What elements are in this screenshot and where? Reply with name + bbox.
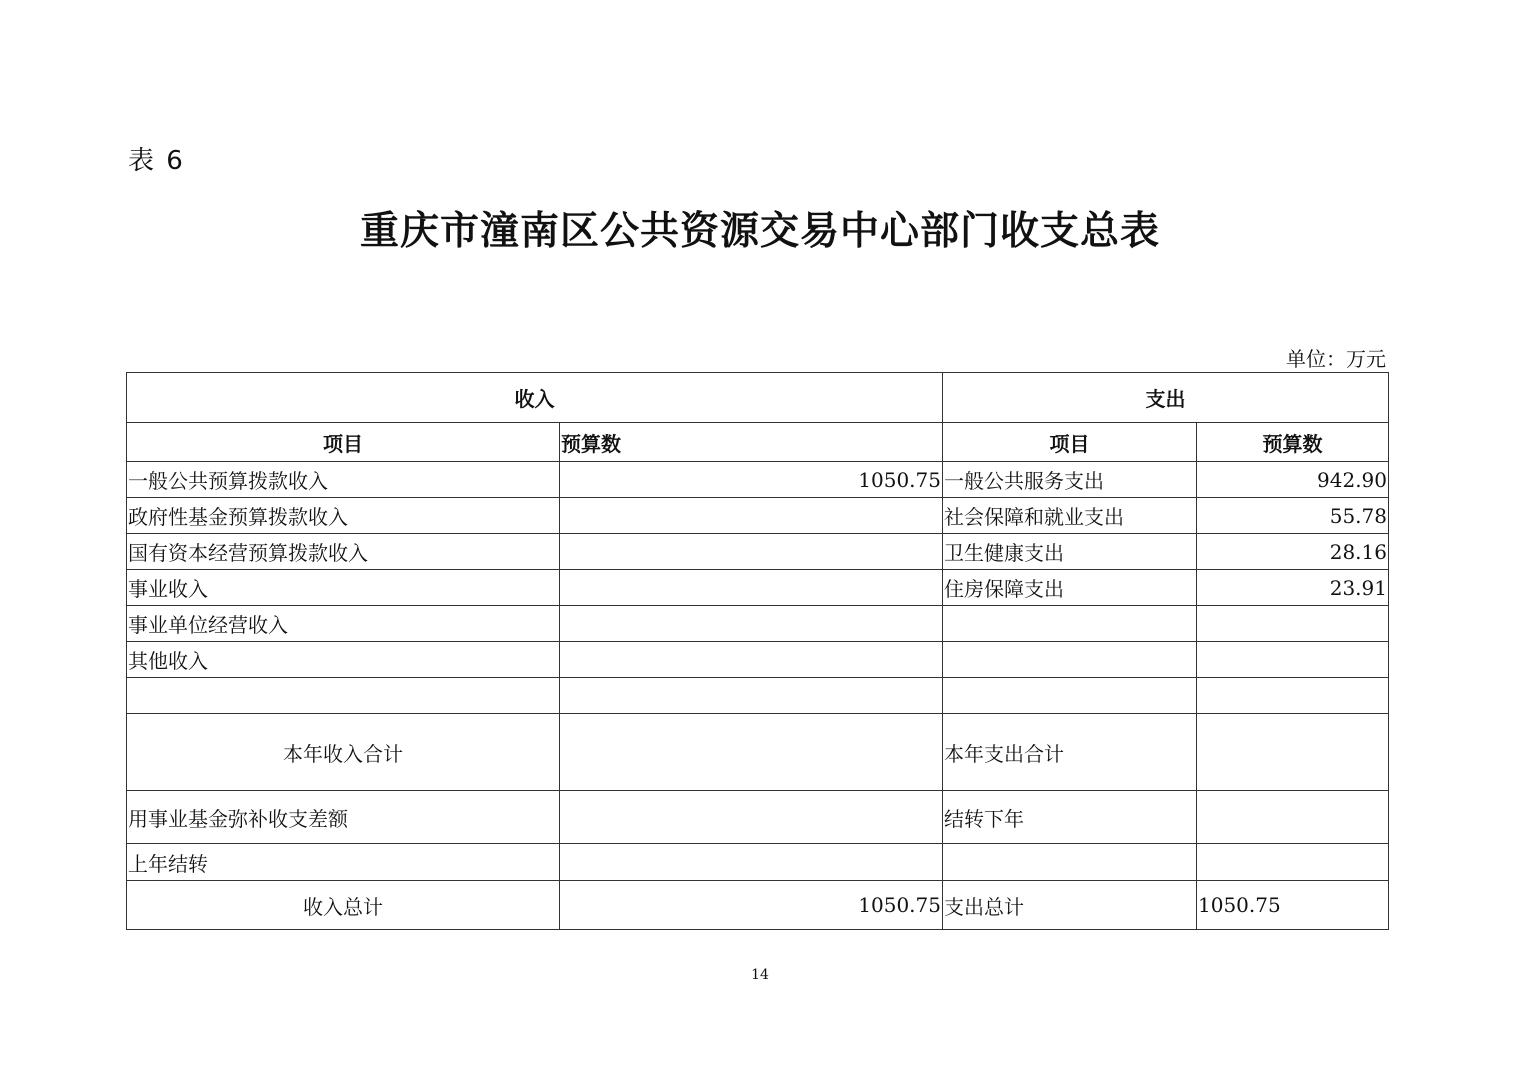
income-value-cell (560, 678, 943, 714)
expense-value-cell: 23.91 (1197, 570, 1389, 606)
expense-value-cell (1197, 606, 1389, 642)
page-title: 重庆市潼南区公共资源交易中心部门收支总表 (359, 208, 1160, 254)
unit-label: 单位：万元 (1286, 347, 1386, 371)
income-budget-header: 预算数 (560, 423, 943, 462)
income-header: 收入 (127, 373, 943, 423)
income-item-header: 项目 (127, 423, 560, 462)
income-item-cell: 政府性基金预算拨款收入 (127, 498, 560, 534)
expense-item-cell (943, 678, 1197, 714)
fund-income-value (560, 791, 943, 844)
income-total-label: 收入总计 (127, 881, 560, 930)
income-item-cell: 其他收入 (127, 642, 560, 678)
table-row (127, 606, 1389, 642)
expense-value-cell (1197, 678, 1389, 714)
subtotal-row (127, 714, 1389, 791)
expense-total-label: 支出总计 (943, 881, 1197, 930)
income-subtotal-value (560, 714, 943, 791)
prior-year-carry-value (560, 844, 943, 881)
header-row-main (127, 373, 1389, 423)
expense-value-cell: 942.90 (1197, 462, 1389, 498)
expense-item-cell: 卫生健康支出 (943, 534, 1197, 570)
expense-value-cell: 28.16 (1197, 534, 1389, 570)
expense-total-value: 1050.75 (1197, 881, 1389, 930)
income-item-cell: 国有资本经营预算拨款收入 (127, 534, 560, 570)
expense-item-cell: 社会保障和就业支出 (943, 498, 1197, 534)
table-label: 表 6 (128, 146, 185, 176)
table-row (127, 462, 1389, 498)
carry-forward-value (1197, 791, 1389, 844)
income-subtotal-label: 本年收入合计 (127, 714, 560, 791)
budget-summary-table (126, 372, 1389, 930)
table-row (127, 570, 1389, 606)
carry-expense-item (943, 844, 1197, 881)
income-value-cell (560, 498, 943, 534)
income-item-cell: 一般公共预算拨款收入 (127, 462, 560, 498)
income-item-cell: 事业收入 (127, 570, 560, 606)
income-total-value: 1050.75 (560, 881, 943, 930)
fund-income-item: 用事业基金弥补收支差额 (127, 791, 560, 844)
prior-year-carry-item: 上年结转 (127, 844, 560, 881)
expense-item-cell: 一般公共服务支出 (943, 462, 1197, 498)
income-value-cell (560, 642, 943, 678)
income-item-cell: 事业单位经营收入 (127, 606, 560, 642)
total-row (127, 881, 1389, 930)
expense-subtotal-value (1197, 714, 1389, 791)
income-value-cell (560, 606, 943, 642)
expense-value-cell (1197, 642, 1389, 678)
expense-value-cell: 55.78 (1197, 498, 1389, 534)
expense-item-cell (943, 606, 1197, 642)
income-value-cell (560, 534, 943, 570)
expense-item-header: 项目 (943, 423, 1197, 462)
expense-budget-header: 预算数 (1197, 423, 1389, 462)
table-row (127, 498, 1389, 534)
fund-row (127, 791, 1389, 844)
table-row (127, 642, 1389, 678)
income-item-cell (127, 678, 560, 714)
carry-forward-item: 结转下年 (943, 791, 1197, 844)
income-value-cell: 1050.75 (560, 462, 943, 498)
header-row-sub (127, 423, 1389, 462)
expense-item-cell: 住房保障支出 (943, 570, 1197, 606)
expense-item-cell (943, 642, 1197, 678)
income-value-cell (560, 570, 943, 606)
carry-expense-value (1197, 844, 1389, 881)
table-row (127, 534, 1389, 570)
expense-subtotal-label: 本年支出合计 (943, 714, 1197, 791)
expense-header: 支出 (943, 373, 1389, 423)
table-row (127, 678, 1389, 714)
carry-row (127, 844, 1389, 881)
page-number: 14 (751, 967, 769, 983)
